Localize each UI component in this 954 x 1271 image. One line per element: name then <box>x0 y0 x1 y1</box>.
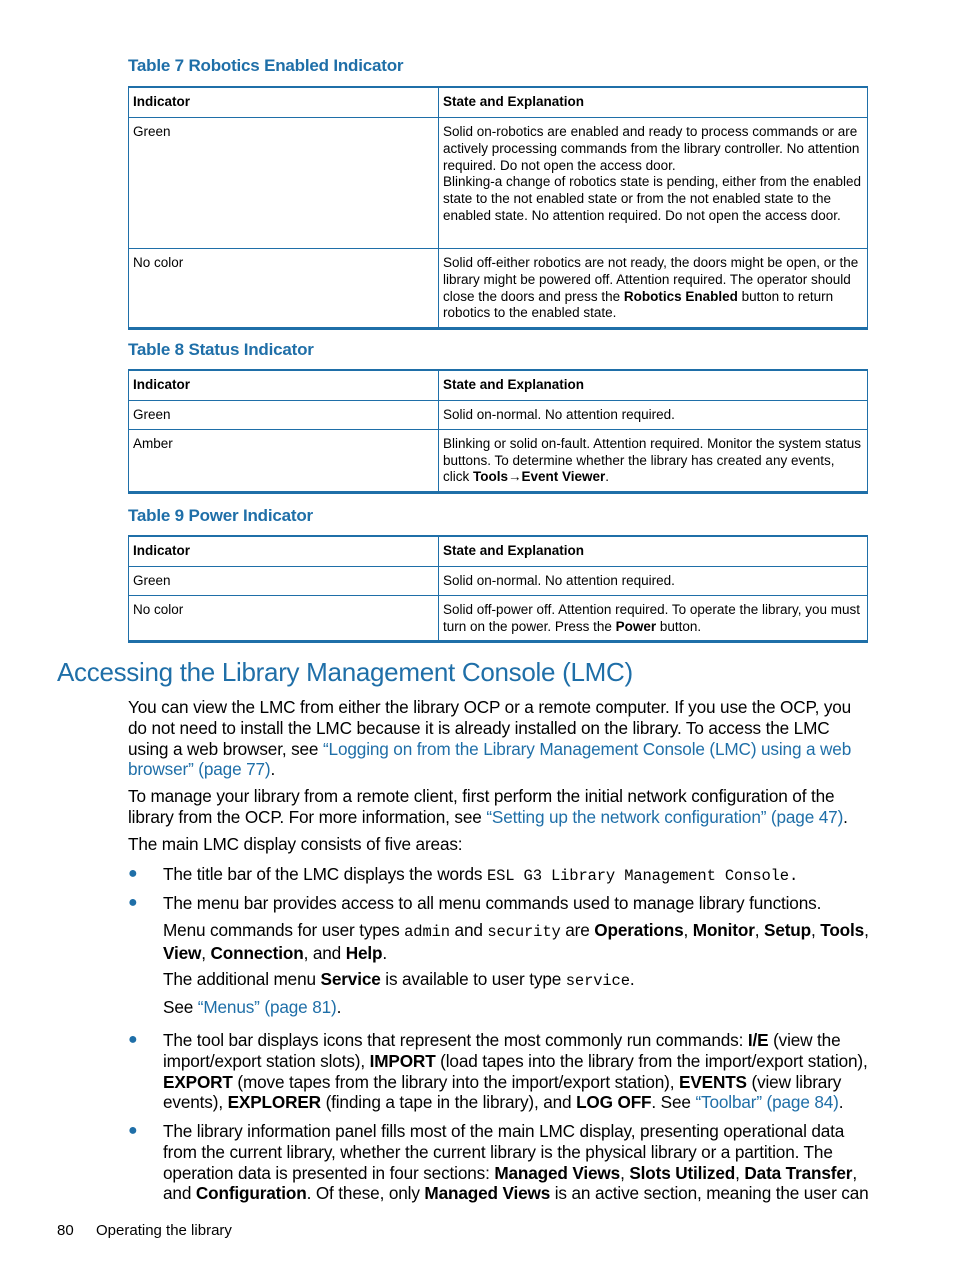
paragraph-text: To manage your library from a remote client, first perform the initial network configuration of the library from the OCP. For more information, see <box>128 786 835 827</box>
list-text: is available to user type <box>380 969 566 989</box>
paragraph-2 <box>128 786 870 828</box>
toolbar-events: EVENTS <box>679 1071 747 1092</box>
state-text: button to return robotics to the enabled state. <box>443 288 834 321</box>
indicator-cell: Green <box>129 401 439 430</box>
bullet-icon: ● <box>128 1031 138 1048</box>
state-cell: Solid on-normal. No attention required. <box>439 567 868 596</box>
state-cell <box>439 249 868 329</box>
table-row <box>129 118 868 249</box>
list-text: . <box>838 1092 844 1113</box>
tools-menu-name: Tools <box>473 469 508 485</box>
paragraph-text: You can view the LMC from either the library OCP or a remote computer. If you use the OCP, you do not need to install the LMC because it is already installed on the library. To access the LMC using a web browser, see <box>128 697 852 759</box>
page-footer <box>57 1222 232 1239</box>
column-header-state: State and Explanation <box>439 536 868 567</box>
column-header-state: State and Explanation <box>439 87 868 118</box>
table7-caption: Table 7 Robotics Enabled Indicator <box>128 56 404 75</box>
list-text: and <box>312 942 342 963</box>
console-title-code: ESL G3 Library Management Console. <box>486 867 799 885</box>
network-config-link[interactable]: “Setting up the network configuration” (page 47) <box>486 806 844 827</box>
list-text: (view library events), <box>163 1071 842 1113</box>
toolbar-ie: I/E <box>747 1030 769 1050</box>
toolbar-export: EXPORT <box>163 1071 233 1092</box>
list-text: are <box>560 920 595 940</box>
logging-on-link[interactable]: “Logging on from the Library Management Console (LMC) using a web browser” (page 77) <box>128 738 852 780</box>
toolbar-logoff: LOG OFF <box>576 1092 652 1113</box>
list-text: The library information panel fills most of the main LMC display, presenting operational data from the current library, whether the current library is the physical library or a partition. The operation data is presented in four sections: <box>163 1121 845 1183</box>
table8 <box>128 369 868 494</box>
user-type-admin: admin <box>404 923 450 941</box>
bullet-icon: ● <box>128 894 138 911</box>
event-viewer-name: Event Viewer <box>521 469 606 485</box>
table8-caption: Table 8 Status Indicator <box>128 340 314 359</box>
chapter-title: Operating the library <box>96 1222 232 1239</box>
list-text: . <box>629 969 635 989</box>
menu-help: Help <box>345 942 383 963</box>
toolbar-explorer: EXPLORER <box>227 1092 321 1113</box>
state-text: button. <box>656 618 702 634</box>
paragraph-1 <box>128 697 870 780</box>
state-text: Blinking or solid on-fault. Attention required. Monitor the system status buttons. To determine whether the library has created any events, click <box>443 435 861 485</box>
list-text: The title bar of the LMC displays the words <box>163 864 487 884</box>
section-configuration: Configuration <box>195 1183 307 1204</box>
state-cell: Solid on-normal. No attention required. <box>439 401 868 430</box>
bullet-icon: ● <box>128 1122 138 1139</box>
section-data-transfer: Data Transfer <box>744 1162 853 1183</box>
list-text: (view the import/export station slots), <box>163 1030 841 1071</box>
state-cell <box>439 595 868 642</box>
service-menu-paragraph <box>163 969 870 992</box>
menu-setup: Setup <box>764 920 811 940</box>
indicator-cell: Green <box>129 118 439 249</box>
column-header-indicator: Indicator <box>129 536 439 567</box>
state-text: Solid off-either robotics are not ready, the doors might be open, or the library might be powered off. Attention required. The operator should close the doors and press the <box>443 255 859 304</box>
list-text: See <box>163 997 198 1017</box>
page-number: 80 <box>57 1222 74 1239</box>
state-line: Solid on-robotics are enabled and ready to process commands or are actively processing commands from the library controller. No attention required. Do not open the access door. <box>443 124 860 173</box>
indicator-cell: Green <box>129 567 439 596</box>
list-text: The additional menu <box>163 969 321 989</box>
column-header-indicator: Indicator <box>129 370 439 401</box>
menu-operations: Operations <box>594 920 684 940</box>
menus-see-paragraph <box>163 997 870 1018</box>
list-text: and <box>449 920 488 940</box>
paragraph-text: . <box>270 759 276 780</box>
section-managed-views: Managed Views <box>424 1183 551 1204</box>
state-line: Blinking-a change of robotics state is pending, either from the enabled state to the not enabled state or from the not enabled state to the enabled state. No attention required. Do not open the access door. <box>443 174 862 223</box>
menu-connection: Connection <box>210 942 304 963</box>
table9 <box>128 535 868 643</box>
menus-link[interactable]: “Menus” (page 81) <box>197 997 337 1017</box>
table-header-row <box>129 536 868 567</box>
list-text: (finding a tape in the library), and <box>320 1092 577 1113</box>
table-row <box>129 249 868 329</box>
table-row <box>129 429 868 492</box>
menu-monitor: Monitor <box>692 920 755 940</box>
state-text: Solid off-power off. Attention required. To operate the library, you must turn on the power. Press the <box>443 601 860 634</box>
state-cell <box>439 118 868 249</box>
section-heading: Accessing the Library Management Console (LMC) <box>57 657 633 687</box>
indicator-cell: No color <box>129 249 439 329</box>
toolbar-import: IMPORT <box>369 1050 436 1071</box>
list-text: The menu bar provides access to all menu commands used to manage library functions. <box>163 893 822 913</box>
list-text: (move tapes from the library into the import/export station), <box>232 1071 679 1092</box>
list-text: Menu commands for user types <box>163 920 405 940</box>
indicator-cell: Amber <box>129 429 439 492</box>
indicator-cell: No color <box>129 595 439 642</box>
column-header-indicator: Indicator <box>129 87 439 118</box>
menu-commands-paragraph: Menu commands for user types admin and security are Operations, Monitor, Setup, Tools, View, Connection, and Help. <box>163 920 869 963</box>
list-text: . Of these, only <box>306 1183 425 1204</box>
table-row <box>129 595 868 642</box>
state-text: . <box>605 469 610 485</box>
user-type-service: service <box>565 972 630 990</box>
arrow-icon: → <box>508 469 522 485</box>
list-text: is an active section, meaning the user can <box>550 1183 869 1204</box>
section-managed-views: Managed Views <box>494 1162 621 1183</box>
bullet-icon: ● <box>128 865 138 882</box>
table-header-row <box>129 370 868 401</box>
power-button-name: Power <box>615 618 657 634</box>
paragraph-3: The main LMC display consists of five areas: <box>128 834 463 854</box>
list-text: . <box>336 997 342 1017</box>
list-text: . See <box>651 1092 696 1113</box>
column-header-state: State and Explanation <box>439 370 868 401</box>
table-header-row <box>129 87 868 118</box>
list-text: (load tapes into the library from the import/export station), <box>435 1050 868 1071</box>
table-row <box>129 401 868 430</box>
state-cell <box>439 429 868 492</box>
toolbar-link[interactable]: “Toolbar” (page 84) <box>695 1092 839 1113</box>
table9-caption: Table 9 Power Indicator <box>128 506 313 525</box>
user-type-security: security <box>487 923 561 941</box>
table-row <box>129 567 868 596</box>
menu-tools: Tools <box>820 920 865 940</box>
table7 <box>128 86 868 330</box>
section-slots-utilized: Slots Utilized <box>629 1162 736 1183</box>
menu-view: View <box>163 942 202 963</box>
list-text: and <box>163 1183 192 1204</box>
list-text: The tool bar displays icons that represent the most commonly run commands: <box>163 1030 748 1050</box>
paragraph-text: . <box>843 806 848 827</box>
menu-service: Service <box>320 969 381 989</box>
robotics-enabled-button-name: Robotics Enabled <box>623 288 738 304</box>
